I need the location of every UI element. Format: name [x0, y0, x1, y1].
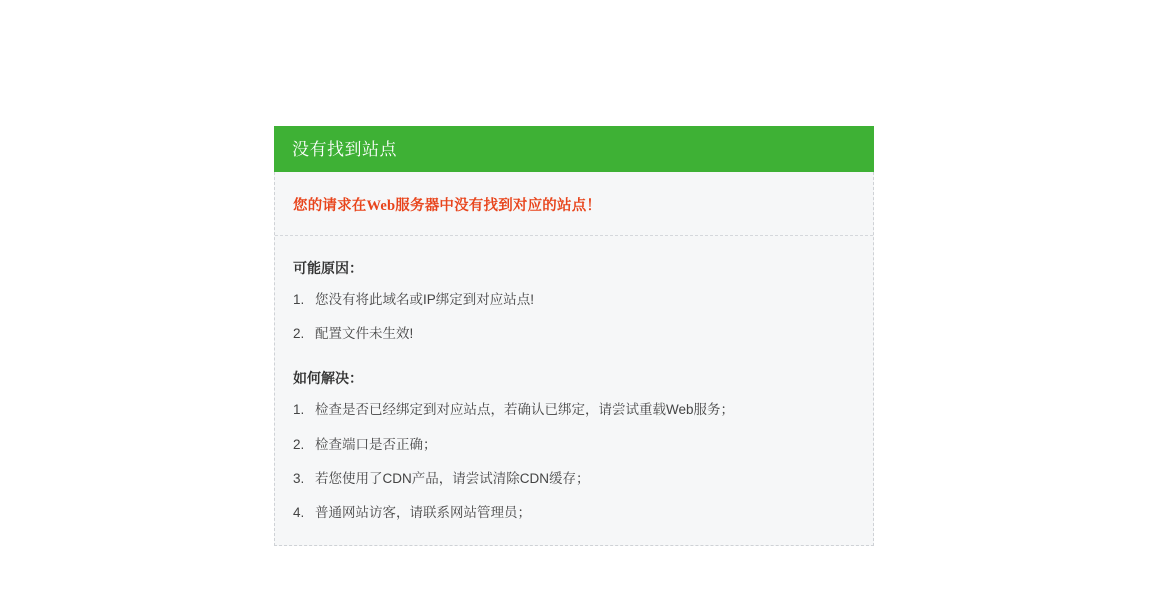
alert-row — [275, 172, 873, 236]
alert-message: 您的请求在Web服务器中没有找到对应的站点！ — [293, 198, 602, 214]
list-item — [293, 437, 855, 453]
list-item-label: 检查端口是否正确； — [315, 436, 437, 452]
list-item-label: 配置文件未生效! — [315, 326, 414, 342]
list-item-number: 2. — [293, 326, 305, 342]
list-item — [293, 505, 855, 521]
solutions-section — [275, 368, 873, 521]
reasons-title: 可能原因： — [293, 260, 363, 276]
list-item-number: 1. — [293, 292, 305, 307]
list-item-label: 若您使用了CDN产品，请尝试清除CDN缓存； — [315, 470, 590, 486]
error-panel — [274, 126, 874, 546]
list-item-label: 普通网站访客，请联系网站管理员； — [315, 504, 531, 520]
reasons-list — [293, 292, 855, 342]
reasons-section — [275, 258, 873, 342]
list-item — [293, 326, 855, 342]
list-item-number: 2. — [293, 436, 305, 452]
list-item-number: 1. — [293, 402, 305, 418]
list-item — [293, 402, 855, 418]
solutions-list — [293, 402, 855, 521]
list-item — [293, 471, 855, 487]
list-item — [293, 292, 855, 308]
list-item-label: 检查是否已经绑定到对应站点，若确认已绑定，请尝试重载Web服务； — [315, 402, 735, 418]
panel-header: 没有找到站点 — [274, 126, 874, 172]
list-item-number: 4. — [293, 504, 305, 520]
panel-body — [274, 172, 874, 546]
list-item-number: 3. — [293, 470, 305, 486]
solutions-title: 如何解决： — [293, 370, 363, 387]
list-item-label: 您没有将此域名或IP绑定到对应站点! — [315, 292, 535, 307]
